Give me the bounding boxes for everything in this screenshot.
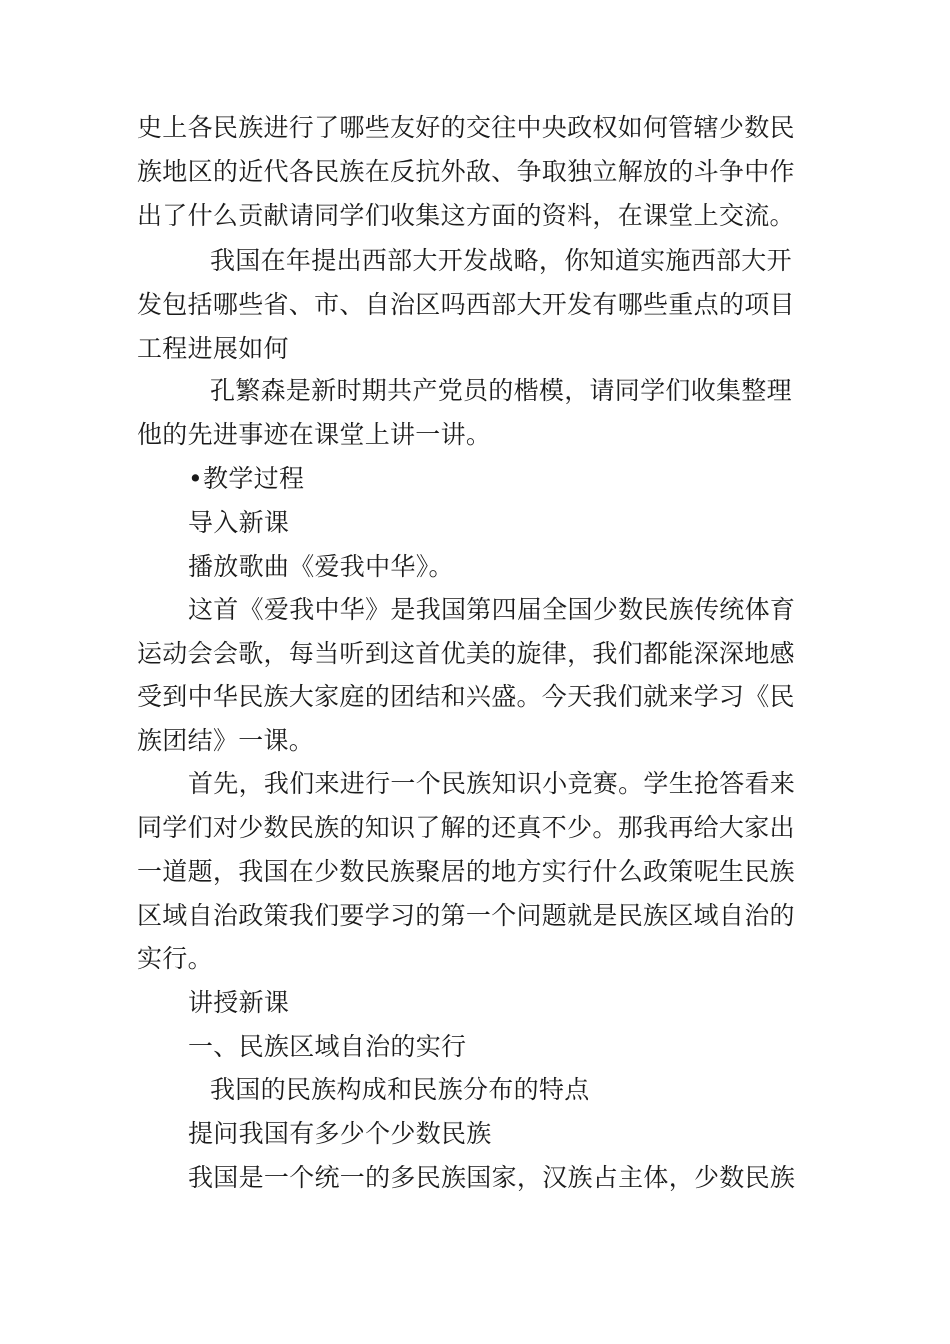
text-line: 他的先进事迹在课堂上讲一讲。 [137,420,492,449]
text-line: 运动会会歌，每当听到这首优美的旋律，我们都能深深地感 [137,639,795,668]
text-line: 我国是一个统一的多民族国家，汉族占主体，少数民族 [188,1163,796,1192]
text-line: 孔繁森是新时期共产党员的楷模，请同学们收集整理 [210,376,792,405]
text-line: 实行。 [137,944,213,973]
text-line: 族地区的近代各民族在反抗外敌、争取独立解放的斗争中作 [137,157,795,186]
subsection-heading: 一、民族区域自治的实行 [188,1032,467,1061]
text-line: 我国在年提出西部大开发战略，你知道实施西部大开 [210,246,792,275]
subsection-heading: 导入新课 [188,508,290,537]
section-heading: •教学过程 [188,464,305,493]
subsection-heading: 我国的民族构成和民族分布的特点 [210,1075,590,1104]
text-line: 史上各民族进行了哪些友好的交往中央政权如何管辖少数民 [137,113,795,142]
text-line: 首先，我们来进行一个民族知识小竞赛。学生抢答看来 [188,769,796,798]
text-line: 提问我国有多少个少数民族 [188,1119,492,1148]
text-line: 一道题，我国在少数民族聚居的地方实行什么政策呢生民族 [137,857,795,886]
subsection-heading: 讲授新课 [188,988,290,1017]
text-line: 族团结》一课。 [137,726,315,755]
text-line: 受到中华民族大家庭的团结和兴盛。今天我们就来学习《民 [137,682,795,711]
text-line: 区域自治政策我们要学习的第一个问题就是民族区域自治的 [137,901,795,930]
text-line: 播放歌曲《爱我中华》。 [188,552,454,581]
text-line: 发包括哪些省、市、自治区吗西部大开发有哪些重点的项目 [137,290,795,319]
text-line: 出了什么贡献请同学们收集这方面的资料，在课堂上交流。 [137,201,795,230]
text-line: 工程进展如何 [137,334,289,363]
text-line: 这首《爱我中华》是我国第四届全国少数民族传统体育 [188,595,796,624]
text-line: 同学们对少数民族的知识了解的还真不少。那我再给大家出 [137,813,795,842]
